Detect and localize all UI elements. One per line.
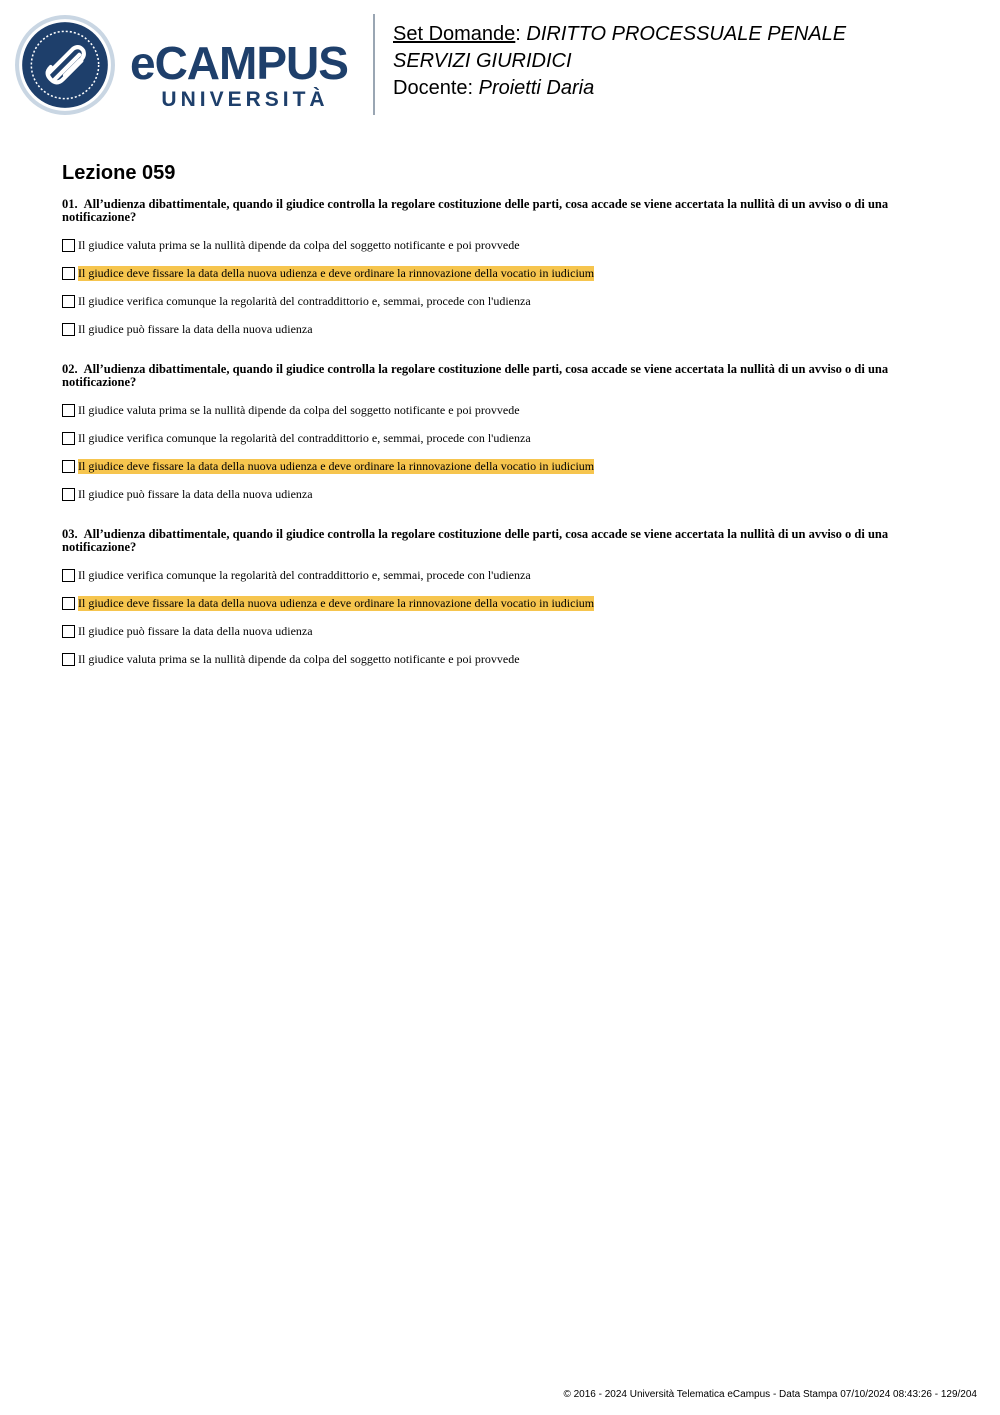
answer-checkbox[interactable] — [62, 404, 75, 417]
answer-checkbox[interactable] — [62, 460, 75, 473]
ecampus-seal-logo — [14, 14, 116, 116]
option-text: Il giudice può fissare la data della nuova udienza — [78, 623, 313, 638]
set-separator: : — [515, 23, 527, 45]
teacher-line — [393, 75, 846, 102]
answer-option — [62, 486, 902, 502]
question-text — [62, 198, 902, 224]
answer-checkbox[interactable] — [62, 597, 75, 610]
page-header — [0, 0, 1000, 130]
answer-option — [62, 595, 902, 611]
page-footer: © 2016 - 2024 Università Telematica eCampus - Data Stampa 07/10/2024 08:43:26 - 129/204 — [563, 1389, 977, 1400]
answer-checkbox[interactable] — [62, 653, 75, 666]
ecampus-wordmark — [130, 37, 360, 112]
option-text: Il giudice valuta prima se la nullità dipende da colpa del soggetto notificante e poi provvede — [78, 402, 520, 417]
question-number: 01. — [62, 197, 78, 211]
course-name: DIRITTO PROCESSUALE PENALE — [526, 23, 847, 45]
teacher-name: Proietti Daria — [478, 77, 595, 99]
logo-brand: eCAMPUS — [130, 37, 348, 89]
answer-option — [62, 237, 902, 253]
answer-option — [62, 623, 902, 639]
department-name: SERVIZI GIURIDICI — [393, 50, 572, 72]
answer-checkbox[interactable] — [62, 267, 75, 280]
option-text-highlighted: Il giudice deve fissare la data della nuova udienza e deve ordinare la rinnovazione della vocatio in iudicium — [78, 595, 595, 610]
header-divider — [373, 14, 375, 115]
lesson-title: Lezione 059 — [62, 162, 176, 184]
set-label: Set Domande — [393, 23, 516, 45]
answer-checkbox[interactable] — [62, 432, 75, 445]
question-stem: All’udienza dibattimentale, quando il giudice controlla la regolare costituzione delle parti, cosa accade se viene accertata la nullità di un avviso o di una notificazione? — [62, 362, 889, 389]
answer-checkbox[interactable] — [62, 488, 75, 501]
answer-option — [62, 321, 902, 337]
answer-option — [62, 293, 902, 309]
course-line — [393, 21, 846, 48]
question-text — [62, 363, 902, 389]
logo-subtitle: UNIVERSITÀ — [161, 88, 329, 111]
option-text-highlighted: Il giudice deve fissare la data della nuova udienza e deve ordinare la rinnovazione della vocatio in iudicium — [78, 458, 595, 473]
question-number: 02. — [62, 362, 78, 376]
option-text: Il giudice verifica comunque la regolarità del contraddittorio e, semmai, procede con l'udienza — [78, 430, 531, 445]
option-text: Il giudice verifica comunque la regolarità del contraddittorio e, semmai, procede con l'udienza — [78, 567, 531, 582]
question-stem: All’udienza dibattimentale, quando il giudice controlla la regolare costituzione delle parti, cosa accade se viene accertata la nullità di un avviso o di una notificazione? — [62, 197, 889, 224]
answer-checkbox[interactable] — [62, 625, 75, 638]
answer-checkbox[interactable] — [62, 239, 75, 252]
answer-checkbox[interactable] — [62, 569, 75, 582]
option-text-highlighted: Il giudice deve fissare la data della nuova udienza e deve ordinare la rinnovazione della vocatio in iudicium — [78, 265, 595, 280]
option-text: Il giudice può fissare la data della nuova udienza — [78, 321, 313, 336]
answer-option — [62, 651, 902, 667]
answer-checkbox[interactable] — [62, 323, 75, 336]
answer-option — [62, 458, 902, 474]
answer-checkbox[interactable] — [62, 295, 75, 308]
option-text: Il giudice può fissare la data della nuova udienza — [78, 486, 313, 501]
question-number: 03. — [62, 527, 78, 541]
answer-option — [62, 265, 902, 281]
option-text: Il giudice valuta prima se la nullità dipende da colpa del soggetto notificante e poi provvede — [78, 651, 520, 666]
answer-option — [62, 430, 902, 446]
answer-option — [62, 567, 902, 583]
header-info — [393, 21, 846, 102]
question-block — [62, 363, 902, 514]
option-text: Il giudice verifica comunque la regolarità del contraddittorio e, semmai, procede con l'udienza — [78, 293, 531, 308]
question-block — [62, 528, 902, 679]
question-block — [62, 198, 902, 349]
option-text: Il giudice valuta prima se la nullità dipende da colpa del soggetto notificante e poi provvede — [78, 237, 520, 252]
answer-option — [62, 402, 902, 418]
question-text — [62, 528, 902, 554]
teacher-label: Docente: — [393, 77, 479, 99]
question-stem: All’udienza dibattimentale, quando il giudice controlla la regolare costituzione delle parti, cosa accade se viene accertata la nullità di un avviso o di una notificazione? — [62, 527, 889, 554]
